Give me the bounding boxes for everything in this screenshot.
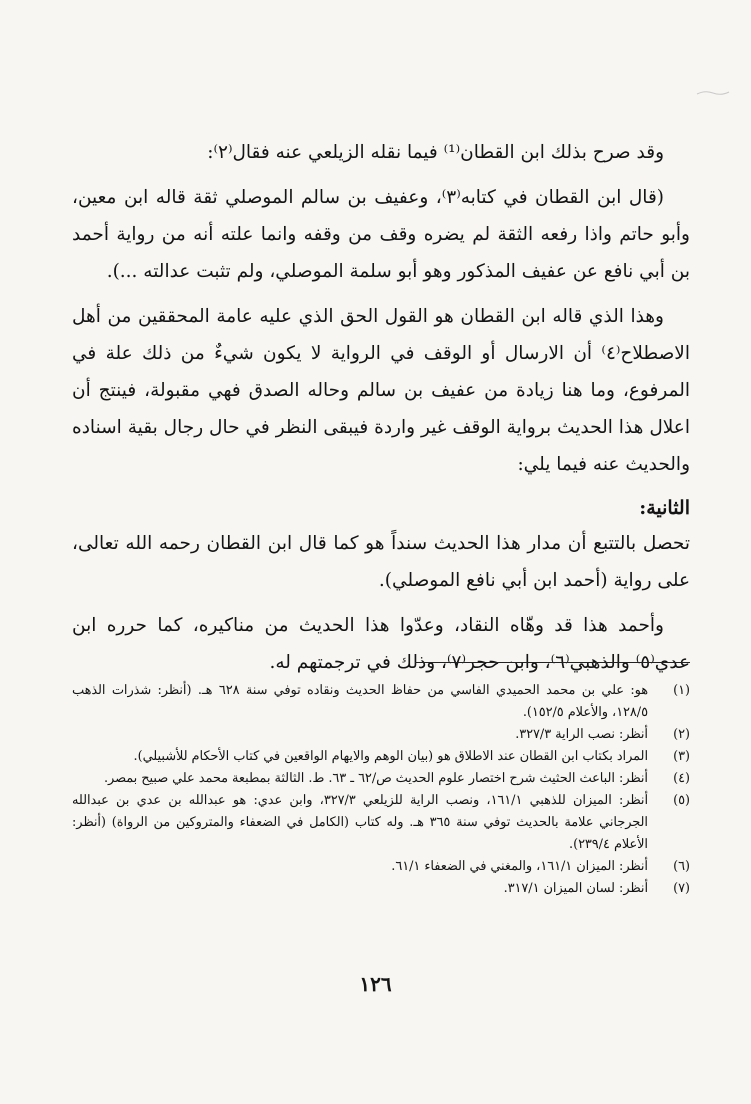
footnote-number: (٢) — [673, 727, 690, 742]
page-number: ١٢٦ — [359, 972, 392, 996]
footnote-text: أنظر: الباعث الحثيث شرح اختصار علوم الحديث ص/٦٢ ـ ٦٣. ط. الثالثة بمطبعة محمد علي صبيح بمصر. — [103, 771, 648, 786]
main-text — [72, 134, 690, 689]
footnote-number: (٣) — [673, 749, 690, 764]
paragraph: وقد صرح بذلك ابن القطان⁽¹⁾ فيما نقله الزيلعي عنه فقال⁽٢⁾: — [207, 142, 664, 163]
footnote-text: أنظر: الميزان ١٦١/١، والمغني في الضعفاء ٦١/١. — [391, 859, 648, 874]
footnotes — [72, 680, 690, 900]
footnote-number: (١) — [673, 683, 690, 698]
footnote — [72, 878, 690, 900]
footnote-text: أنظر: لسان الميزان ٣١٧/١. — [503, 881, 648, 896]
footnote-number: (٥) — [673, 793, 690, 808]
footnote-number: (٧) — [673, 881, 690, 896]
footnote — [72, 680, 690, 724]
footnote-text: أنظر: الميزان للذهبي ١٦١/١، ونصب الراية للزيلعي ٣٢٧/٣، وابن عدي: هو عبدالله بن عدي بن عبدالله الجرجاني علامة بالحديث توفي سنة ٣٦٥ هـ. وله كتاب (الكامل في الضعفاء والمتروكين من الرواة) (أنظر: الأعلام ٢٣٩/٤). — [72, 793, 649, 852]
footnote-number: (٦) — [673, 859, 690, 874]
footnote-text: هو: علي بن محمد الحميدي الفاسي من حفاظ الحديث ونقاده توفي سنة ٦٢٨ هـ. (أنظر: شذرات الذهب ١٢٨/٥، والأعلام ١٥٢/٥). — [72, 683, 649, 720]
paragraph: (قال ابن القطان في كتابه⁽٣⁾، وعفيف بن سالم الموصلي ثقة قاله ابن معين، وأبو حاتم واذا رفعه الثقة لم يضره وقف من وقفه وانما علته أنه من رواية أحمد بن أبي نافع عن عفيف المذكور وهو أبو سلمة الموصلي، ولم تثبت عدالته ...). — [72, 187, 690, 282]
scan-mark — [695, 88, 731, 98]
footnote-number: (٤) — [673, 771, 690, 786]
footnote-text: المراد بكتاب ابن القطان عند الاطلاق هو (بيان الوهم والايهام الواقعين في كتاب الأحكام للأشبيلي). — [133, 749, 648, 764]
footnote — [72, 790, 690, 856]
footnote — [72, 746, 690, 768]
footnote — [72, 856, 690, 878]
footnote — [72, 724, 690, 746]
paragraph: وأحمد هذا قد وهّاه النقاد، وعدّوا هذا الحديث من مناكيره، كما حرره ابن عدي⁽٥⁾ والذهبي⁽٦⁾، وابن حجر⁽٧⁾، وذلك في ترجمتهم له. — [72, 615, 690, 673]
section-heading: الثانية: — [639, 497, 690, 519]
paragraph: تحصل بالتتبع أن مدار هذا الحديث سنداً هو كما قال ابن القطان رحمه الله تعالى، على رواية (أحمد ابن أبي نافع الموصلي). — [72, 533, 690, 591]
footnote-divider — [415, 662, 690, 663]
footnote — [72, 768, 690, 790]
paragraph: وهذا الذي قاله ابن القطان هو القول الحق الذي عليه عامة المحققين من أهل الاصطلاح⁽٤⁾ أن الارسال أو الوقف في الرواية لا يكون شيءٌ من ذلك علة في المرفوع، وما هنا زيادة من عفيف بن سالم وحاله الصدق فهي مقبولة، فينتج أن اعلال هذا الحديث برواية الوقف غير واردة فيبقى النظر في حال رجال بقية اسناده والحديث عنه فيما يلي: — [72, 306, 690, 475]
footnote-text: أنظر: نصب الراية ٣٢٧/٣. — [515, 727, 648, 742]
